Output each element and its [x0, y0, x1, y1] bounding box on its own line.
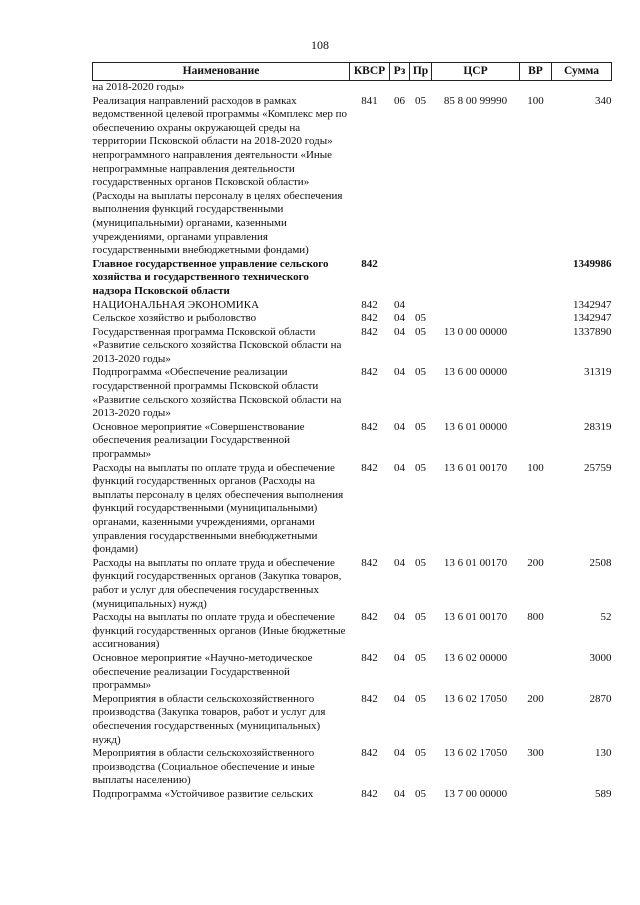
row-sum-cell: 28319 — [584, 420, 612, 433]
row-vr-cell: 100 — [527, 461, 544, 474]
row-kvsr-cell — [350, 81, 390, 95]
row-rz-cell: 04 — [394, 692, 405, 705]
row-pr-cell: 05 — [415, 325, 426, 338]
row-rz-cell: 04 — [394, 420, 405, 433]
row-rz-cell: 04 — [394, 556, 405, 569]
row-vr-cell — [520, 299, 552, 313]
row-sum-cell: 2508 — [589, 556, 612, 569]
row-rz-cell: 04 — [394, 366, 405, 379]
row-name-cell: Главное государственное управление сельского хозяйства и государственного технического надзора Псковской области — [92, 257, 329, 297]
row-rz-cell: 04 — [394, 325, 405, 338]
row-sum-cell — [552, 81, 612, 95]
row-rz-cell: 04 — [394, 651, 405, 664]
row-name-cell: Реализация направлений расходов в рамках ведомственной целевой программы «Комплекс мер по обеспечению охраны окружающей среды на территории Псковской области на 2018-2020 годы» непрограммного направления деятельности «Иные непрограммные направления деятельности государственных органов Псковской области» (Расходы на выплаты персоналу в целях обеспечения выполнения функций государственными (муниципальными) органами, казенными учреждениями, органами управления государственными внебюджетными фондами) — [92, 94, 348, 257]
row-rz-cell: 04 — [394, 298, 405, 311]
row-name-cell: Сельское хозяйство и рыболовство — [92, 312, 257, 325]
row-csr-cell — [432, 312, 520, 326]
row-name-cell: на 2018-2020 годы» — [92, 81, 185, 93]
header-name: Наименование — [93, 63, 350, 81]
row-pr-cell: 05 — [415, 556, 426, 569]
header-vr: ВР — [520, 63, 552, 81]
row-vr-cell — [520, 312, 552, 326]
row-pr-cell — [410, 299, 432, 313]
table-row — [93, 312, 612, 326]
row-vr-cell: 200 — [527, 692, 544, 705]
row-name-cell: Подпрограмма «Обеспечение реализации государственной программы Псковской области «Развитие сельского хозяйства Псковской области на 2013-2020 годы» — [92, 366, 342, 420]
row-vr-cell: 100 — [527, 94, 544, 107]
row-pr-cell — [410, 81, 432, 95]
table-row — [93, 693, 612, 747]
row-csr-cell: 13 6 00 00000 — [443, 366, 508, 379]
row-csr-cell: 13 6 02 17050 — [443, 747, 508, 760]
row-vr-cell — [520, 652, 552, 693]
row-name-cell: Расходы на выплаты по оплате труда и обеспечение функций государственных органов (Расходы на выплаты персоналу в целях обеспечения выполнения функций государственными (муниципальными) органами, казенными учреждениями, органами управления государственными внебюджетными фондами) — [92, 461, 344, 556]
row-name-cell: Государственная программа Псковской области «Развитие сельского хозяйства Псковской области на 2013-2020 годы» — [92, 325, 342, 365]
row-pr-cell: 05 — [415, 787, 426, 800]
table-row — [93, 81, 612, 95]
table-row — [93, 258, 612, 299]
row-name-cell: Подпрограмма «Устойчивое развитие сельских — [92, 787, 314, 800]
row-rz-cell: 04 — [394, 787, 405, 800]
row-pr-cell — [410, 258, 432, 299]
table-row — [93, 557, 612, 611]
row-kvsr-cell: 842 — [361, 298, 378, 311]
row-csr-cell: 13 6 01 00000 — [443, 420, 508, 433]
row-kvsr-cell: 842 — [361, 325, 378, 338]
row-vr-cell: 200 — [527, 556, 544, 569]
row-name-cell: Расходы на выплаты по оплате труда и обеспечение функций государственных органов (Закупка товаров, работ и услуг для обеспечения государственных (муниципальных) нужд) — [92, 556, 342, 610]
row-sum-cell: 340 — [595, 94, 612, 107]
row-sum-cell: 2870 — [589, 692, 612, 705]
row-sum-cell: 1337890 — [573, 325, 612, 338]
row-sum-cell: 130 — [595, 747, 612, 760]
row-rz-cell: 06 — [394, 94, 405, 107]
row-csr-cell — [432, 258, 520, 299]
row-csr-cell — [432, 81, 520, 95]
row-rz-cell: 04 — [394, 747, 405, 760]
row-name-cell: Основное мероприятие «Научно-методическое обеспечение реализации Государственной программы» — [92, 651, 313, 692]
row-pr-cell: 05 — [415, 461, 426, 474]
header-kvsr: КВСР — [350, 63, 390, 81]
row-sum-cell: 3000 — [589, 651, 612, 664]
table-row — [93, 326, 612, 367]
row-csr-cell: 13 6 02 00000 — [443, 651, 508, 664]
table-row — [93, 366, 612, 420]
row-vr-cell: 800 — [527, 611, 544, 624]
row-name-cell: Мероприятия в области сельскохозяйственного производства (Социальное обеспечение и иные выплаты населению) — [92, 747, 315, 787]
row-rz-cell — [390, 81, 410, 95]
row-sum-cell: 589 — [595, 787, 612, 800]
row-pr-cell: 05 — [415, 651, 426, 664]
row-kvsr-cell: 842 — [361, 611, 378, 624]
row-name-cell: Мероприятия в области сельскохозяйственного производства (Закупка товаров, работ и услуг для обеспечения государственных (муниципальных) нужд) — [92, 692, 326, 746]
row-csr-cell: 13 6 02 17050 — [443, 692, 508, 705]
row-sum-cell: 1342947 — [573, 312, 612, 325]
row-csr-cell: 13 7 00 00000 — [443, 787, 508, 800]
row-vr-cell — [520, 81, 552, 95]
table-row — [93, 788, 612, 802]
row-kvsr-cell: 842 — [361, 257, 378, 270]
row-vr-cell — [520, 788, 552, 802]
row-pr-cell: 05 — [415, 312, 426, 325]
row-kvsr-cell: 841 — [361, 94, 378, 107]
row-sum-cell: 25759 — [584, 461, 612, 474]
row-rz-cell: 04 — [394, 312, 405, 325]
header-rz: Рз — [390, 63, 410, 81]
row-kvsr-cell: 842 — [361, 366, 378, 379]
row-vr-cell — [520, 421, 552, 462]
header-pr: Пр — [410, 63, 432, 81]
row-csr-cell: 13 6 01 00170 — [443, 461, 508, 474]
table-row — [93, 299, 612, 313]
row-pr-cell: 05 — [415, 747, 426, 760]
row-csr-cell — [432, 299, 520, 313]
row-kvsr-cell: 842 — [361, 556, 378, 569]
row-sum-cell: 1349986 — [573, 257, 612, 270]
row-pr-cell: 05 — [415, 94, 426, 107]
row-kvsr-cell: 842 — [361, 747, 378, 760]
row-sum-cell: 1342947 — [573, 298, 612, 311]
row-name-cell: НАЦИОНАЛЬНАЯ ЭКОНОМИКА — [92, 298, 260, 311]
row-vr-cell: 300 — [527, 747, 544, 760]
row-csr-cell: 85 8 00 99990 — [443, 94, 508, 107]
table-header-row — [93, 63, 612, 81]
row-pr-cell: 05 — [415, 366, 426, 379]
page-number: 108 — [311, 38, 329, 52]
table-row — [93, 462, 612, 557]
row-kvsr-cell: 842 — [361, 692, 378, 705]
header-csr: ЦСР — [432, 63, 520, 81]
row-name-cell: Основное мероприятие «Совершенствование обеспечения реализации Государственной программы» — [92, 420, 305, 461]
row-sum-cell: 31319 — [584, 366, 612, 379]
table-row — [93, 611, 612, 652]
row-kvsr-cell: 842 — [361, 651, 378, 664]
row-name-cell: Расходы на выплаты по оплате труда и обеспечение функций государственных органов (Иные бюджетные ассигнования) — [92, 611, 346, 651]
row-kvsr-cell: 842 — [361, 420, 378, 433]
row-rz-cell: 04 — [394, 611, 405, 624]
table-row — [93, 95, 612, 258]
row-csr-cell: 13 6 01 00170 — [443, 556, 508, 569]
row-vr-cell — [520, 366, 552, 420]
header-sum: Сумма — [552, 63, 612, 81]
row-kvsr-cell: 842 — [361, 461, 378, 474]
row-sum-cell: 52 — [600, 611, 612, 624]
row-rz-cell — [390, 258, 410, 299]
budget-table — [92, 62, 612, 801]
row-pr-cell: 05 — [415, 611, 426, 624]
row-kvsr-cell: 842 — [361, 312, 378, 325]
row-vr-cell — [520, 258, 552, 299]
table-row — [93, 747, 612, 788]
row-vr-cell — [520, 326, 552, 367]
row-pr-cell: 05 — [415, 692, 426, 705]
row-pr-cell: 05 — [415, 420, 426, 433]
row-kvsr-cell: 842 — [361, 787, 378, 800]
row-csr-cell: 13 0 00 00000 — [443, 325, 508, 338]
row-csr-cell: 13 6 01 00170 — [443, 611, 508, 624]
row-rz-cell: 04 — [394, 461, 405, 474]
table-row — [93, 421, 612, 462]
table-row — [93, 652, 612, 693]
table-body — [93, 81, 612, 802]
